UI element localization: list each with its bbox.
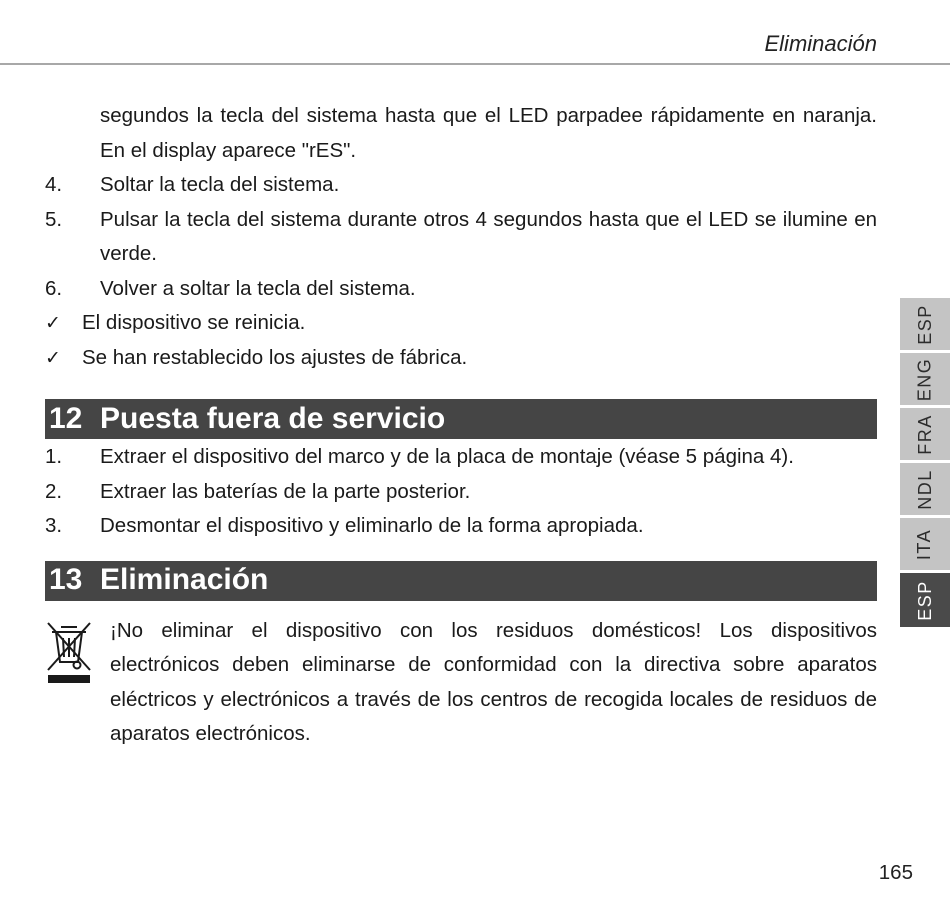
section-title: Puesta fuera de servicio — [100, 401, 446, 435]
language-tab-label: ESP — [914, 579, 935, 621]
section-number: 13 — [49, 563, 83, 597]
language-tab-esp[interactable] — [900, 298, 950, 350]
language-tabs — [900, 298, 950, 630]
step-text: Desmontar el dispositivo y eliminarlo de la forma apropiada. — [100, 514, 644, 537]
result-text: Se han restablecido los ajustes de fábrica. — [82, 345, 468, 369]
language-tab-label: FRA — [914, 413, 935, 455]
decommission-steps-list — [45, 440, 877, 544]
checkmark-icon: ✓ — [45, 312, 61, 334]
step-number: 5. — [45, 207, 63, 231]
language-tab-ndl[interactable] — [900, 463, 950, 515]
list-item — [45, 440, 877, 475]
language-tab-esp-active[interactable] — [900, 573, 950, 627]
page-content — [45, 99, 877, 752]
step-text: Extraer las baterías de la parte posterior. — [100, 479, 471, 503]
language-tab-eng[interactable] — [900, 353, 950, 405]
checkmark-icon: ✓ — [45, 346, 61, 369]
language-tab-ita[interactable] — [900, 518, 950, 570]
list-item — [45, 272, 877, 307]
step-number: 1. — [45, 445, 63, 468]
section-heading-12 — [45, 399, 877, 439]
step-number: 6. — [45, 276, 63, 300]
step-number: 2. — [45, 479, 63, 503]
section-title: Eliminación — [100, 563, 269, 597]
intro-continuation: segundos la tecla del sistema hasta que el LED parpadee rápidamente en naranja. En el display aparece "rES". — [100, 104, 877, 162]
step-text: Soltar la tecla del sistema. — [100, 173, 340, 196]
header-rule — [0, 63, 950, 65]
weee-crossed-bin-icon-svg — [45, 620, 93, 684]
step-number: 3. — [45, 514, 63, 537]
disposal-notice — [45, 614, 877, 752]
page-number: 165 — [878, 861, 913, 884]
step-text: Pulsar la tecla del sistema durante otros 4 segundos hasta que el LED se ilumine en verde. — [100, 207, 877, 265]
results-list — [45, 306, 877, 375]
language-tab-label: ITA — [914, 528, 935, 560]
language-tab-fra[interactable] — [900, 408, 950, 460]
result-text: El dispositivo se reinicia. — [82, 311, 306, 334]
disposal-text: ¡No eliminar el dispositivo con los residuos domésticos! Los dispositivos electrónicos deben eliminarse de conformidad con la directiva sobre aparatos eléctricos y electrónicos a través de los centros de recogida locales de residuos de aparatos electrónicos. — [110, 618, 877, 745]
list-item — [45, 341, 877, 376]
list-item — [45, 475, 877, 510]
language-tab-label: ESP — [914, 303, 935, 345]
language-tab-label: NDL — [914, 468, 935, 510]
section-heading-13 — [45, 561, 877, 601]
language-tab-label: ENG — [914, 357, 935, 401]
step-number: 4. — [45, 173, 63, 196]
weee-crossed-bin-icon — [45, 614, 110, 696]
list-item — [45, 168, 877, 203]
section-number: 12 — [49, 401, 83, 435]
running-header: Eliminación — [764, 31, 877, 56]
list-item — [45, 203, 877, 272]
step-text: Volver a soltar la tecla del sistema. — [100, 276, 416, 300]
list-item — [45, 306, 877, 341]
reset-steps-list — [45, 168, 877, 306]
list-item — [45, 509, 877, 544]
step-text: Extraer el dispositivo del marco y de la placa de montaje (véase 5 página 4). — [100, 445, 794, 468]
